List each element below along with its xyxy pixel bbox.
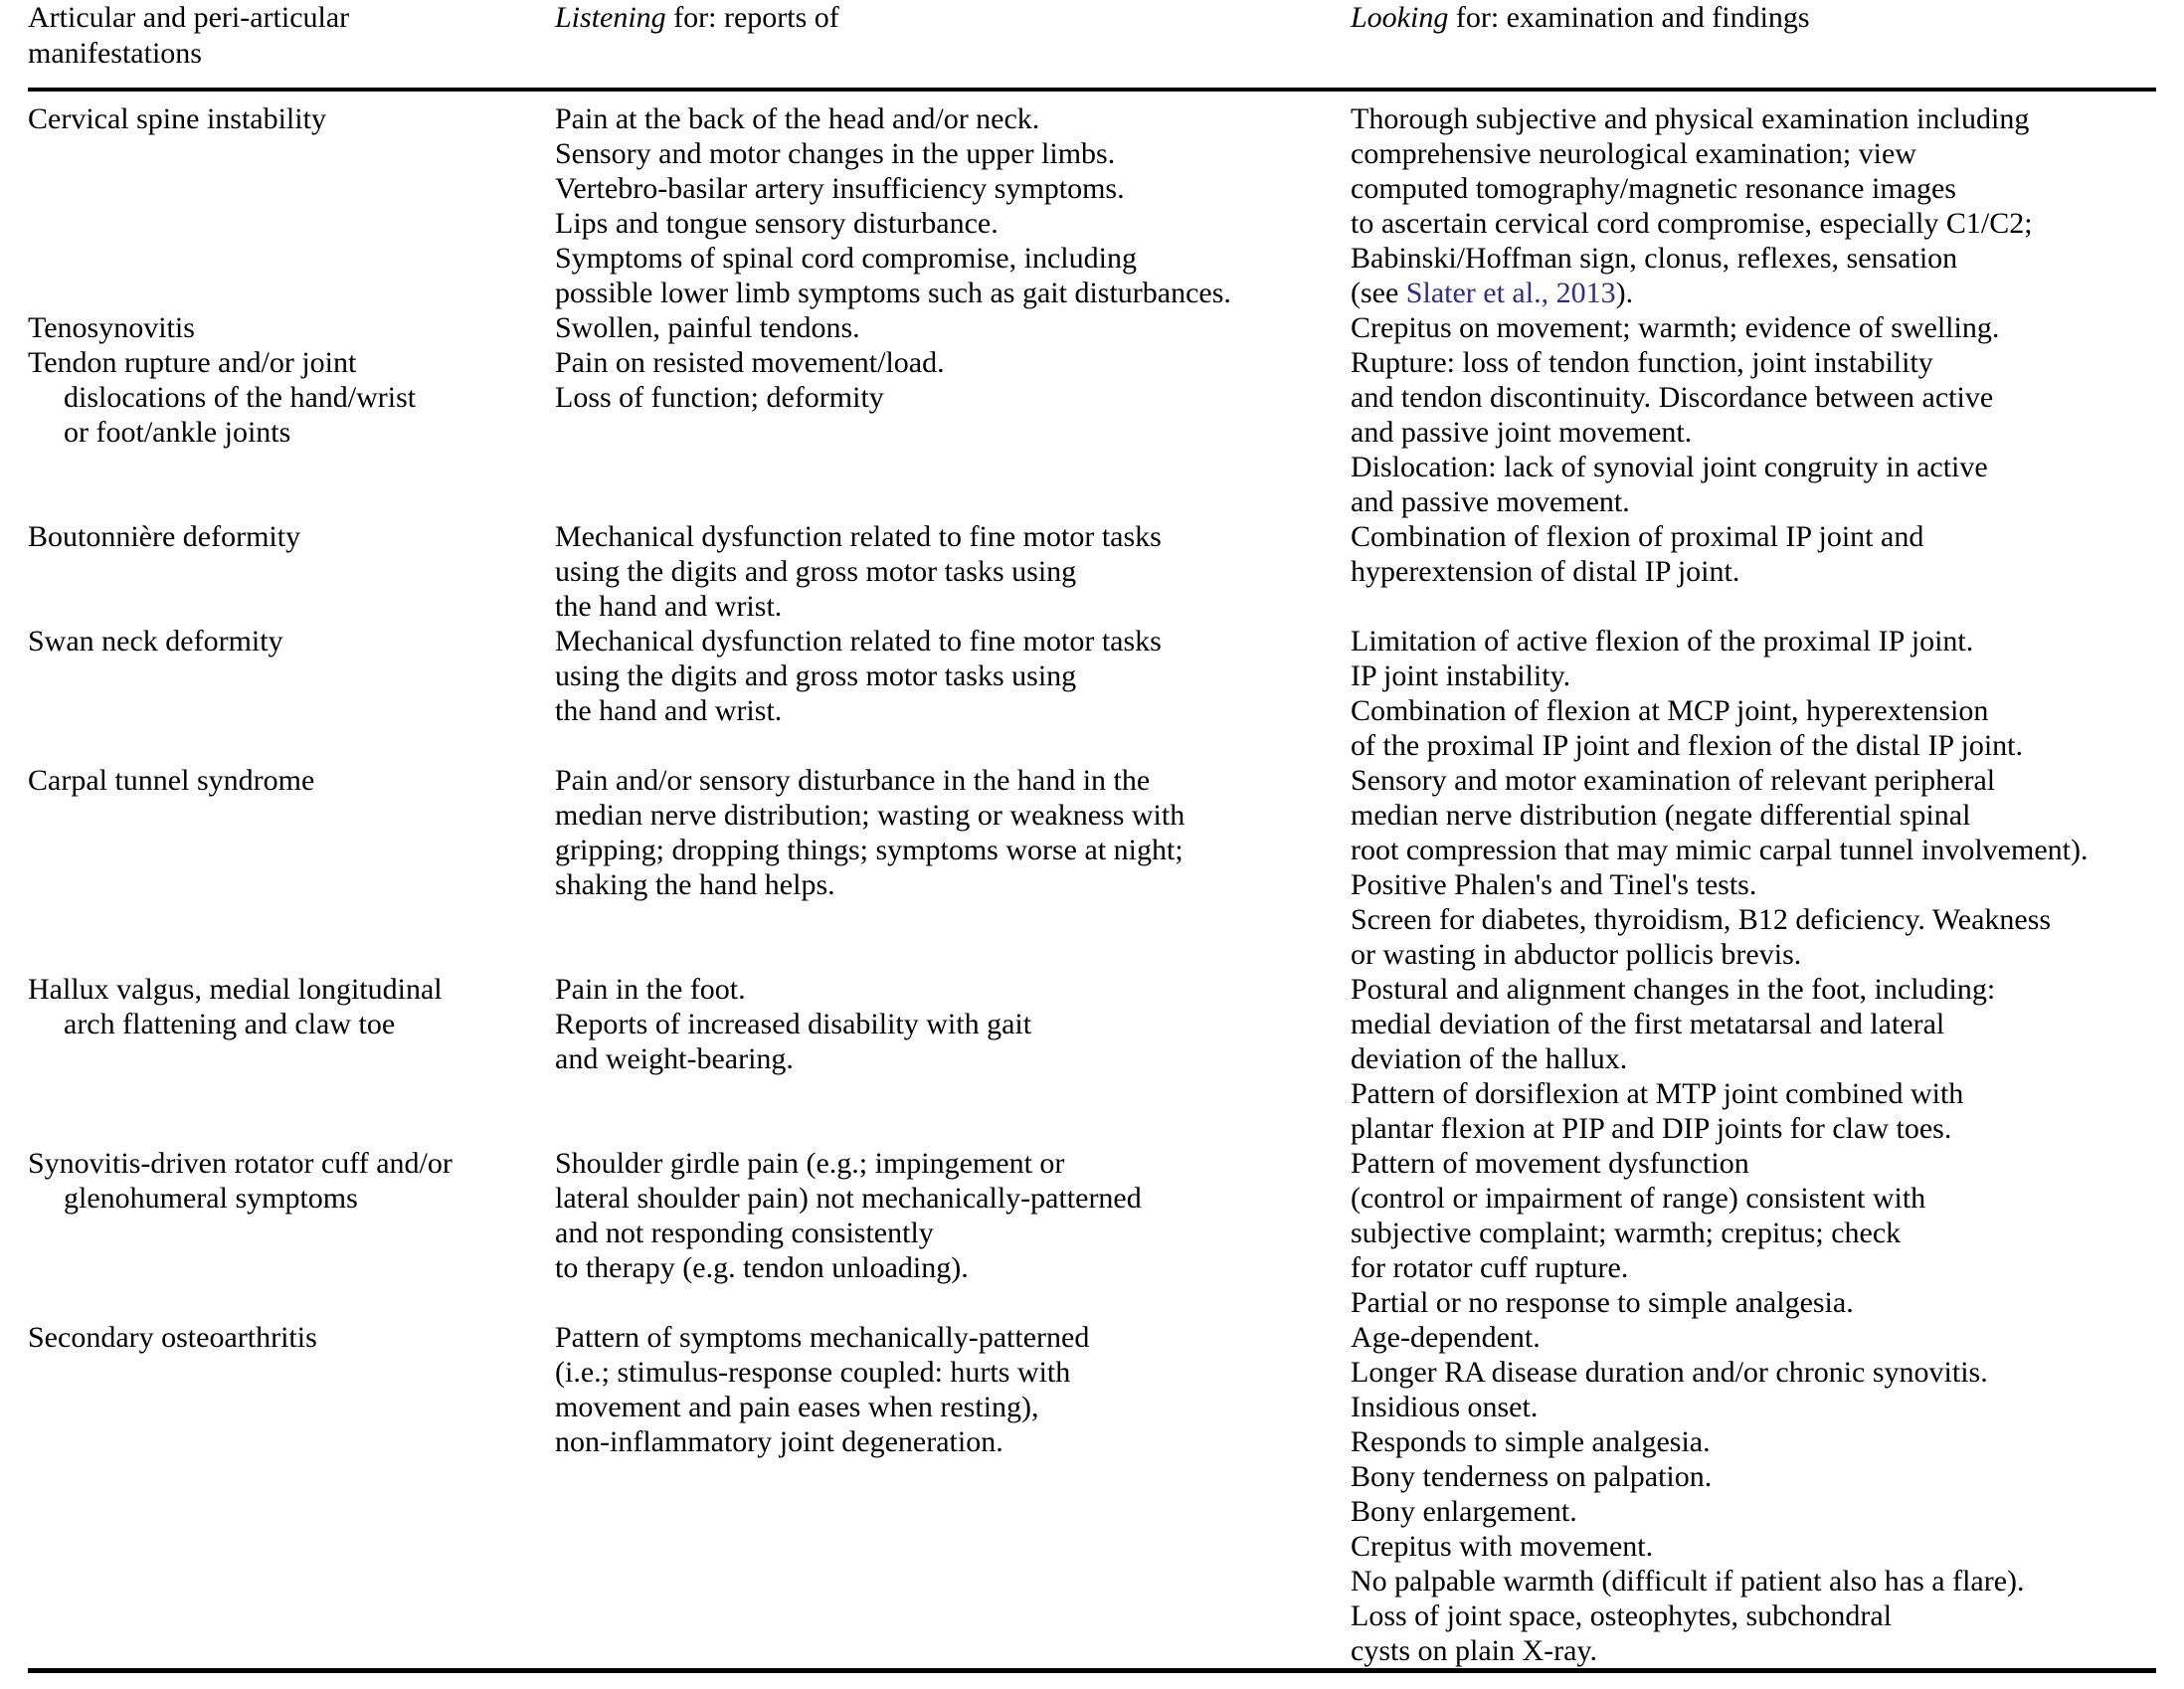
looking-cell-line: median nerve distribution (negate differential spinal — [1351, 799, 1971, 832]
listening-cell-line: median nerve distribution; wasting or weakness with — [555, 799, 1185, 832]
looking-cell-line: of the proximal IP joint and flexion of the distal IP joint. — [1351, 729, 2024, 762]
looking-cell-line: Thorough subjective and physical examination including — [1351, 102, 2030, 135]
listening-cell — [555, 1320, 1351, 1668]
table-row — [28, 972, 2156, 1146]
manifestation-cell — [28, 519, 555, 624]
citation-suffix: ). — [1615, 277, 1634, 309]
manifestation-cell-line: glenohumeral symptoms — [64, 1182, 358, 1215]
looking-cell-line: Partial or no response to simple analgesia. — [1351, 1286, 1854, 1319]
column-header-looking-emphasis: Looking — [1351, 1, 1449, 34]
looking-cell — [1351, 519, 2156, 624]
looking-cell-citation-line — [1351, 276, 2136, 310]
looking-cell — [1351, 1146, 2156, 1320]
column-header-looking — [1351, 0, 2156, 90]
column-header-looking-rest: for: examination and findings — [1448, 1, 1810, 34]
listening-cell-line: Vertebro-basilar artery insufficiency symptoms. — [555, 172, 1125, 205]
listening-cell — [555, 624, 1351, 763]
looking-cell — [1351, 345, 2156, 519]
table-row — [28, 624, 2156, 763]
looking-cell — [1351, 310, 2156, 345]
looking-cell — [1351, 624, 2156, 763]
manifestation-cell-line: or foot/ankle joints — [64, 416, 291, 449]
looking-cell-line: comprehensive neurological examination; view — [1351, 137, 1916, 170]
looking-cell-line: IP joint instability. — [1351, 659, 1571, 692]
looking-cell-line: and passive movement. — [1351, 485, 1630, 518]
manifestation-cell — [28, 763, 555, 972]
looking-cell-line: Loss of joint space, osteophytes, subchondral — [1351, 1599, 1893, 1632]
listening-cell-line: Sensory and motor changes in the upper limbs. — [555, 137, 1116, 170]
manifestation-cell-line: Carpal tunnel syndrome — [28, 764, 315, 797]
table-row — [28, 1146, 2156, 1320]
listening-cell-line: and weight-bearing. — [555, 1042, 794, 1075]
listening-cell-line: possible lower limb symptoms such as gait disturbances. — [555, 277, 1231, 309]
looking-cell-line: Rupture: loss of tendon function, joint instability — [1351, 346, 1933, 379]
listening-cell-line: the hand and wrist. — [555, 590, 783, 623]
manifestation-cell — [28, 1146, 555, 1320]
manifestation-cell — [28, 345, 555, 519]
looking-cell-line: Postural and alignment changes in the foot, including: — [1351, 973, 1996, 1006]
manifestation-cell — [28, 972, 555, 1146]
looking-cell-line: Responds to simple analgesia. — [1351, 1425, 1711, 1458]
looking-cell-line: or wasting in abductor pollicis brevis. — [1351, 938, 1802, 971]
manifestation-cell — [28, 624, 555, 763]
looking-cell-line: Babinski/Hoffman sign, clonus, reflexes, sensation — [1351, 242, 1958, 275]
looking-cell — [1351, 1320, 2156, 1668]
manifestation-cell — [28, 310, 555, 345]
listening-cell-line: Reports of increased disability with gait — [555, 1008, 1032, 1040]
listening-cell-line: using the digits and gross motor tasks using — [555, 555, 1077, 588]
looking-cell-line: for rotator cuff rupture. — [1351, 1251, 1629, 1284]
listening-cell-line: lateral shoulder pain) not mechanically-patterned — [555, 1182, 1142, 1215]
looking-cell-line: Screen for diabetes, thyroidism, B12 deficiency. Weakness — [1351, 903, 2052, 936]
looking-cell-line: subjective complaint; warmth; crepitus; check — [1351, 1217, 1902, 1249]
manifestation-cell-line: Synovitis-driven rotator cuff and/or — [28, 1147, 453, 1180]
listening-cell — [555, 1146, 1351, 1320]
table-row — [28, 345, 2156, 519]
manifestation-cell-line: Swan neck deformity — [28, 625, 283, 657]
table-bottom-rule — [28, 1668, 2156, 1673]
looking-cell-line: medial deviation of the first metatarsal and lateral — [1351, 1008, 1945, 1040]
listening-cell-line: shaking the hand helps. — [555, 868, 835, 901]
manifestation-cell-line: Hallux valgus, medial longitudinal — [28, 973, 443, 1006]
listening-cell — [555, 763, 1351, 972]
table-header-row — [28, 0, 2156, 90]
manifestation-cell-line: Cervical spine instability — [28, 102, 326, 135]
looking-cell-line: plantar flexion at PIP and DIP joints for claw toes. — [1351, 1112, 1952, 1145]
looking-cell-line: and passive joint movement. — [1351, 416, 1693, 449]
looking-cell-line: Insidious onset. — [1351, 1391, 1539, 1423]
listening-cell — [555, 972, 1351, 1146]
listening-cell-line: Pain and/or sensory disturbance in the hand in the — [555, 764, 1151, 797]
looking-cell-line: hyperextension of distal IP joint. — [1351, 555, 1740, 588]
manifestation-cell-line: Tendon rupture and/or joint — [28, 346, 357, 379]
citation-prefix: (see — [1351, 277, 1406, 309]
manifestation-cell-line: Secondary osteoarthritis — [28, 1321, 317, 1354]
listening-cell-line: Shoulder girdle pain (e.g.; impingement or — [555, 1147, 1065, 1180]
looking-cell-line: Positive Phalen's and Tinel's tests. — [1351, 868, 1757, 901]
looking-cell-line: root compression that may mimic carpal tunnel involvement). — [1351, 834, 2089, 866]
manifestation-cell — [28, 90, 555, 310]
listening-cell-line: Mechanical dysfunction related to fine motor tasks — [555, 625, 1162, 657]
looking-cell-line: Pattern of movement dysfunction — [1351, 1147, 1749, 1180]
listening-cell — [555, 310, 1351, 345]
listening-cell-line: Pain at the back of the head and/or neck. — [555, 102, 1040, 135]
table-header — [28, 0, 2156, 90]
looking-cell-line: Limitation of active flexion of the proximal IP joint. — [1351, 625, 1974, 657]
listening-cell-line: (i.e.; stimulus-response coupled: hurts with — [555, 1356, 1071, 1389]
manifestation-cell-line: arch flattening and claw toe — [64, 1008, 396, 1040]
listening-cell-line: Pattern of symptoms mechanically-patterned — [555, 1321, 1090, 1354]
looking-cell-line: to ascertain cervical cord compromise, especially C1/C2; — [1351, 207, 2033, 240]
manifestation-cell — [28, 1320, 555, 1668]
column-header-manifestations — [28, 0, 555, 90]
listening-cell-line: Mechanical dysfunction related to fine motor tasks — [555, 520, 1162, 553]
looking-cell-line: Bony tenderness on palpation. — [1351, 1460, 1713, 1493]
table-row — [28, 519, 2156, 624]
listening-cell-line: movement and pain eases when resting), — [555, 1391, 1039, 1423]
listening-cell — [555, 345, 1351, 519]
looking-cell — [1351, 763, 2156, 972]
looking-cell-line: Combination of flexion at MCP joint, hyperextension — [1351, 694, 1989, 727]
manifestation-cell-line: Boutonnière deformity — [28, 520, 301, 553]
listening-cell-line: Pain in the foot. — [555, 973, 746, 1006]
manifestation-cell-line: Tenosynovitis — [28, 311, 195, 344]
listening-cell — [555, 519, 1351, 624]
listening-cell-line: the hand and wrist. — [555, 694, 783, 727]
looking-cell-line: Pattern of dorsiflexion at MTP joint combined with — [1351, 1077, 1964, 1110]
table-body — [28, 90, 2156, 1668]
listening-cell-line: and not responding consistently — [555, 1217, 934, 1249]
listening-cell-line: non-inflammatory joint degeneration. — [555, 1425, 1003, 1458]
listening-cell — [555, 90, 1351, 310]
manifestation-cell-line: dislocations of the hand/wrist — [64, 381, 417, 414]
listening-cell-line: Swollen, painful tendons. — [555, 311, 860, 344]
articular-manifestations-table — [28, 0, 2156, 1668]
table-row — [28, 310, 2156, 345]
looking-cell-line: Sensory and motor examination of relevant peripheral — [1351, 764, 1996, 797]
table-row — [28, 763, 2156, 972]
listening-cell-line: to therapy (e.g. tendon unloading). — [555, 1251, 969, 1284]
listening-cell-line: gripping; dropping things; symptoms worse at night; — [555, 834, 1183, 866]
listening-cell-line: Lips and tongue sensory disturbance. — [555, 207, 999, 240]
looking-cell-line: Bony enlargement. — [1351, 1495, 1577, 1528]
looking-cell-line: deviation of the hallux. — [1351, 1042, 1628, 1075]
looking-cell-line: Crepitus on movement; warmth; evidence of swelling. — [1351, 311, 2000, 344]
listening-cell-line: Symptoms of spinal cord compromise, including — [555, 242, 1137, 275]
looking-cell-line: Combination of flexion of proximal IP joint and — [1351, 520, 1924, 553]
looking-cell-line: Dislocation: lack of synovial joint congruity in active — [1351, 451, 1988, 483]
looking-cell-line: No palpable warmth (difficult if patient also has a flare). — [1351, 1565, 2025, 1597]
looking-cell — [1351, 90, 2156, 310]
looking-cell-line: (control or impairment of range) consistent with — [1351, 1182, 1926, 1215]
looking-cell — [1351, 972, 2156, 1146]
listening-cell-line: Loss of function; deformity — [555, 381, 884, 414]
looking-cell-line: cysts on plain X-ray. — [1351, 1634, 1597, 1667]
column-header-listening-rest: for: reports of — [665, 1, 839, 34]
column-header-listening — [555, 0, 1351, 90]
listening-cell-line: using the digits and gross motor tasks using — [555, 659, 1077, 692]
looking-cell-line: Crepitus with movement. — [1351, 1530, 1654, 1563]
looking-cell-line: and tendon discontinuity. Discordance between active — [1351, 381, 1994, 414]
looking-cell-line: Longer RA disease duration and/or chronic synovitis. — [1351, 1356, 1988, 1389]
listening-cell-line: Pain on resisted movement/load. — [555, 346, 945, 379]
citation-link[interactable]: Slater et al., 2013 — [1405, 277, 1616, 309]
looking-cell-line: computed tomography/magnetic resonance images — [1351, 172, 1956, 205]
table-row — [28, 90, 2156, 310]
table-row — [28, 1320, 2156, 1668]
column-header-manifestations-line2: manifestations — [28, 37, 202, 70]
column-header-manifestations-line1: Articular and peri-articular — [28, 1, 350, 34]
looking-cell-line: Age-dependent. — [1351, 1321, 1541, 1354]
column-header-listening-emphasis: Listening — [555, 1, 666, 34]
